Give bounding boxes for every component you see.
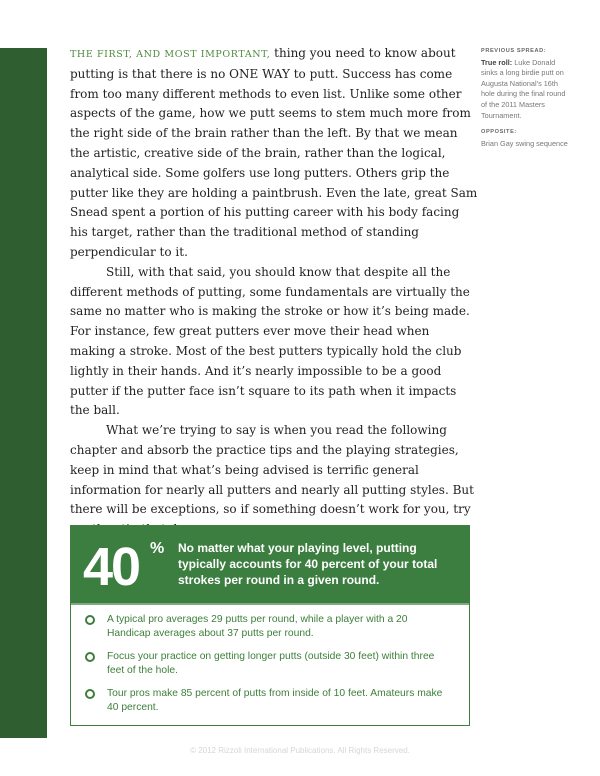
previous-spread-caption bbox=[481, 46, 569, 121]
circle-bullet-icon bbox=[85, 615, 95, 625]
copyright-notice: © 2012 Rizzoli International Publications. All Rights Reserved. bbox=[190, 746, 410, 755]
tip-text: Tour pros make 85 percent of putts from inside of 10 feet. Amateurs make 40 percent. bbox=[107, 688, 443, 713]
lead-caps: THE FIRST, AND MOST IMPORTANT, bbox=[70, 49, 271, 60]
page-number: 14 bbox=[10, 762, 21, 772]
tip-text: A typical pro averages 29 putts per round, while a player with a 20 Handicap averages about 37 putts per round. bbox=[107, 614, 408, 639]
caption-body: Luke Donald sinks a long birdie putt on Augusta National’s 16th hole during the final round of the 2011 Masters Tournament. bbox=[481, 57, 566, 120]
opposite-text: Brian Gay swing sequence bbox=[481, 138, 568, 148]
stat-percent-sign: % bbox=[150, 540, 165, 557]
paragraph-2: Still, with that said, you should know that despite all the different methods of putting, some fundamentals are virtually the same no matter who is making the stroke or how it’s being made. For instance, few great putters ever move their head when making a stroke. Most of the best putters typically hold the club lightly in their hands. And it’s nearly impossible to be a good putter if the putter face isn’t square to its path when it impacts the ball. bbox=[70, 264, 470, 418]
stat-header bbox=[71, 526, 469, 605]
tip-item bbox=[85, 613, 451, 641]
previous-spread-text bbox=[481, 58, 569, 122]
opposite-caption bbox=[481, 127, 569, 149]
tips-list bbox=[71, 605, 469, 715]
caption-sidebar bbox=[481, 46, 569, 149]
paragraph-1 bbox=[70, 44, 478, 263]
tip-item bbox=[85, 687, 451, 715]
tip-text: Focus your practice on getting longer putts (outside 30 feet) within three feet of the hole. bbox=[107, 651, 435, 676]
tip-item bbox=[85, 650, 451, 678]
circle-bullet-icon bbox=[85, 652, 95, 662]
stat-callout-box bbox=[70, 525, 470, 726]
paragraph-1-text: thing you need to know about putting is that there is no ONE WAY to putt. Success has come from too many different methods to even list. Unlike some other aspects of the game, how we putt seems to stem much more from the right side of the brain rather than the left. By that we mean the artistic, creative side of the brain, rather than the logical, analytical side. Some golfers use long putters. Others grip the putter like they are holding a paintbrush. Even the late, great Sam Snead spent a portion of his putting career with his body facing his target, rather than the traditional method of standing perpendicular to it. bbox=[70, 46, 478, 259]
stat-number: 40 bbox=[83, 537, 140, 597]
opposite-heading: OPPOSITE: bbox=[481, 129, 517, 136]
circle-bullet-icon bbox=[85, 689, 95, 699]
paragraph-3: What we’re trying to say is when you read the following chapter and absorb the practice tips and the playing strategies, keep in mind that what’s being advised is terrific general information for nearly all putters and nearly all putting styles. But there will be exceptions, so if something doesn’t work for you, try bbox=[70, 423, 474, 517]
previous-spread-heading: PREVIOUS SPREAD: bbox=[481, 48, 547, 54]
body-text bbox=[70, 44, 478, 540]
caption-label: True roll: bbox=[481, 57, 513, 67]
stat-headline: No matter what your playing level, putting typically accounts for 40 percent of your total strokes per round in a given round. bbox=[178, 541, 438, 587]
left-margin-bar bbox=[0, 48, 47, 772]
